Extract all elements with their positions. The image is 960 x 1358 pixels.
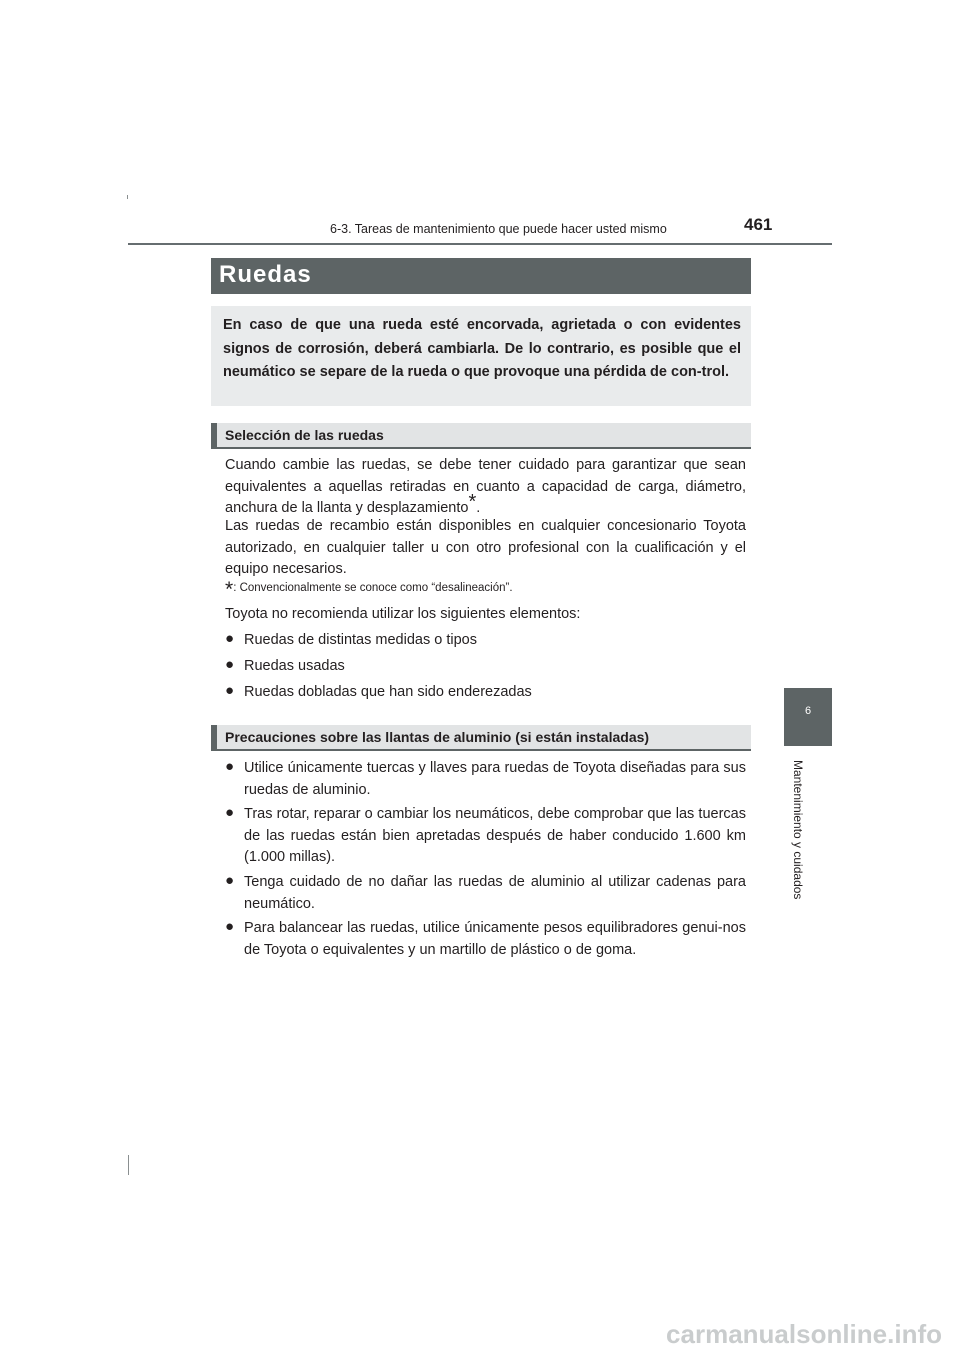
section-heading-accent (211, 725, 217, 751)
footnote-text: : Convencionalmente se conoce como “desalineación”. (233, 582, 513, 594)
paragraph-end: . (476, 500, 481, 516)
section-heading: Precauciones sobre las llantas de aluminio (si están instaladas) (225, 729, 650, 745)
list-item: Ruedas de distintas medidas o tipos (244, 632, 477, 648)
list-item: Ruedas dobladas que han sido enderezadas (244, 684, 532, 700)
chapter-tab (784, 688, 832, 746)
page-number: 461 (744, 215, 773, 234)
intro-text: En caso de que una rueda esté encorvada, agrietada o con evidentes signos de corrosión, deberá cambiarla. De lo contrario, es posible que el neumático se separe de la rueda o que provoque una pérdida de con-trol. (223, 317, 741, 380)
bullet-icon: ● (225, 872, 235, 889)
chapter-label: Mantenimiento y cuidados (791, 760, 805, 900)
bullet-icon: ● (225, 656, 235, 673)
crop-mark (127, 195, 128, 199)
list-item: Para balancear las ruedas, utilice únicamente pesos equilibradores genui-nos de Toyota o equivalentes y un martillo de plástico o de goma. (244, 920, 746, 958)
bullet-icon: ● (225, 918, 235, 935)
list-item: Ruedas usadas (244, 658, 345, 674)
footnote-star: * (468, 491, 477, 513)
footnote-star: * (225, 578, 234, 601)
watermark: carmanualsonline.info (666, 1319, 942, 1349)
header-rule (128, 243, 832, 245)
running-header: 6-3. Tareas de mantenimiento que puede hacer usted mismo (330, 222, 667, 236)
lead-text: Toyota no recomienda utilizar los siguientes elementos: (225, 606, 581, 622)
paragraph: Las ruedas de recambio están disponibles en cualquier concesionario Toyota autorizado, en cualquier taller u con otro profesional con la cualificación y el equipo necesarios. (225, 518, 746, 577)
paragraph-text: Cuando cambie las ruedas, se debe tener cuidado para garantizar que sean equivalentes a aquellas retiradas en cuanto a capacidad de carga, diámetro, anchura de la llanta y desplazamiento (225, 457, 746, 516)
section-heading: Selección de las ruedas (225, 427, 384, 443)
page-title: Ruedas (219, 261, 312, 288)
bullet-icon: ● (225, 758, 235, 775)
bullet-icon: ● (225, 630, 235, 647)
bullet-icon: ● (225, 682, 235, 699)
crop-mark (128, 1155, 129, 1175)
section-heading-accent (211, 423, 217, 449)
chapter-number: 6 (804, 705, 812, 717)
bullet-icon: ● (225, 804, 235, 821)
footnote (225, 578, 513, 601)
list-item: Utilice únicamente tuercas y llaves para ruedas de Toyota diseñadas para sus ruedas de aluminio. (244, 760, 746, 798)
list-item: Tenga cuidado de no dañar las ruedas de aluminio al utilizar cadenas para neumático. (244, 874, 746, 912)
paragraph (225, 455, 746, 520)
list-item: Tras rotar, reparar o cambiar los neumáticos, debe comprobar que las tuercas de las ruedas están bien apretadas después de haber conducido 1.600 km (1.000 millas). (244, 806, 746, 865)
